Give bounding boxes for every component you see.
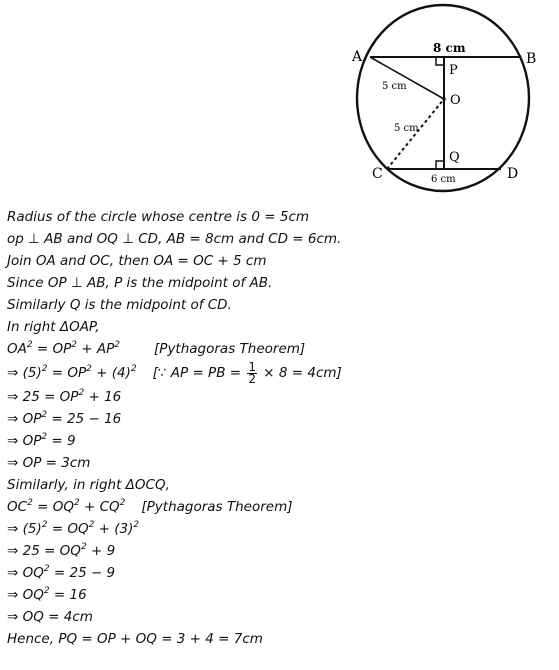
solution-line-1: Radius of the circle whose centre is 0 = 5cm	[7, 209, 310, 225]
eq8-e: × 8 = 4cm]	[259, 365, 342, 381]
label-q: Q	[449, 150, 460, 165]
label-p: P	[449, 63, 458, 78]
equation-line-10	[7, 408, 552, 430]
circle-diagram	[330, 0, 559, 195]
eq7-mid: = OP	[32, 341, 72, 357]
eq11-sup: 2	[41, 432, 48, 442]
equation-line-7	[7, 338, 552, 360]
eq10-sup: 2	[41, 410, 48, 420]
eq14-sup-2: 2	[73, 498, 80, 508]
eq15-sup-1: 2	[41, 520, 48, 530]
right-angle-p	[436, 57, 444, 65]
radius-oa	[370, 57, 444, 99]
eq17-sup: 2	[43, 564, 50, 574]
eq17-b: = 25 − 9	[49, 565, 116, 581]
equation-line-12: ⇒ OP = 3cm	[7, 455, 91, 471]
solution-line-3: Join OA and OC, then OA = OC + 5 cm	[7, 253, 267, 269]
equation-line-14	[7, 496, 552, 518]
eq9-b: + 16	[84, 389, 122, 405]
eq14-b: = OQ	[32, 499, 74, 515]
measure-ab: 8 cm	[433, 41, 466, 55]
equation-line-11	[7, 430, 552, 452]
eq14-c: + CQ	[79, 499, 120, 515]
eq15-sup-3: 2	[133, 520, 140, 530]
solution-line-4: Since OP ⊥ AB, P is the midpoint of AB.	[7, 275, 273, 291]
label-d: D	[507, 166, 519, 182]
eq11-a: ⇒ OP	[7, 433, 42, 449]
equation-line-19: ⇒ OQ = 4cm	[7, 609, 93, 625]
eq15-b: = OQ	[47, 521, 89, 537]
measure-cd: 6 cm	[431, 174, 456, 185]
label-c: C	[372, 166, 383, 182]
equation-line-18	[7, 584, 552, 606]
solution-text	[7, 206, 552, 650]
measure-oc: 5 cm	[394, 123, 419, 134]
eq14-sup-1: 2	[27, 498, 33, 508]
equation-line-16	[7, 540, 552, 562]
eq8-sup-1: 2	[41, 364, 48, 374]
equation-line-9	[7, 386, 552, 408]
eq15-c: + (3)	[94, 521, 134, 537]
eq7-mid2: + AP	[77, 341, 115, 357]
eq8-c: + (4)	[91, 365, 131, 381]
eq18-sup: 2	[43, 586, 50, 596]
solution-line-13: Similarly, in right ΔOCQ,	[7, 477, 170, 493]
equation-line-15	[7, 518, 552, 540]
eq15-a: ⇒ (5)	[7, 521, 42, 537]
eq9-a: ⇒ 25 = OP	[7, 389, 79, 405]
equation-line-8	[7, 360, 552, 386]
radius-oc	[387, 99, 444, 169]
eq16-a: ⇒ 25 = OQ	[7, 543, 81, 559]
eq18-a: ⇒ OQ	[7, 587, 44, 603]
eq8-d: [∵ AP = PB =	[152, 365, 246, 381]
right-angle-q	[436, 161, 444, 169]
solution-line-2: op ⊥ AB and OQ ⊥ CD, AB = 8cm and CD = 6cm.	[7, 231, 342, 247]
eq15-sup-2: 2	[88, 520, 95, 530]
label-a: A	[352, 49, 363, 65]
fraction-one-half	[247, 359, 257, 386]
eq8-a: ⇒ (5)	[7, 365, 42, 381]
label-b: B	[526, 51, 537, 67]
eq16-b: + 9	[86, 543, 116, 559]
eq7-lhs: OA	[7, 341, 27, 357]
solution-line-6: In right ΔOAP,	[7, 319, 100, 335]
eq14-reason: [Pythagoras Theorem]	[141, 499, 293, 515]
eq14-sup-3: 2	[119, 498, 126, 508]
eq8-sup-2: 2	[86, 364, 92, 374]
eq7-sup-1: 2	[26, 340, 33, 350]
eq9-sup: 2	[78, 388, 85, 398]
eq10-b: = 25 − 16	[47, 411, 122, 427]
centre-dot	[442, 97, 446, 101]
eq11-b: = 9	[47, 433, 76, 449]
eq14-a: OC	[7, 499, 28, 515]
measure-oa: 5 cm	[382, 81, 407, 92]
eq18-b: = 16	[49, 587, 87, 603]
solution-line-20: Hence, PQ = OP + OQ = 3 + 4 = 7cm	[7, 631, 263, 647]
eq16-sup: 2	[80, 542, 87, 552]
circle-figure	[330, 0, 559, 195]
eq7-sup-2: 2	[71, 340, 78, 350]
eq8-sup-3: 2	[130, 364, 137, 374]
eq10-a: ⇒ OP	[7, 411, 42, 427]
label-o: O	[450, 93, 461, 108]
eq7-reason: [Pythagoras Theorem]	[154, 341, 306, 357]
eq8-b: = OP	[47, 365, 87, 381]
frac-num: 1	[248, 359, 256, 374]
frac-den: 2	[248, 371, 256, 386]
eq17-a: ⇒ OQ	[7, 565, 44, 581]
solution-line-5: Similarly Q is the midpoint of CD.	[7, 297, 232, 313]
eq7-sup-3: 2	[114, 340, 121, 350]
equation-line-17	[7, 562, 552, 584]
